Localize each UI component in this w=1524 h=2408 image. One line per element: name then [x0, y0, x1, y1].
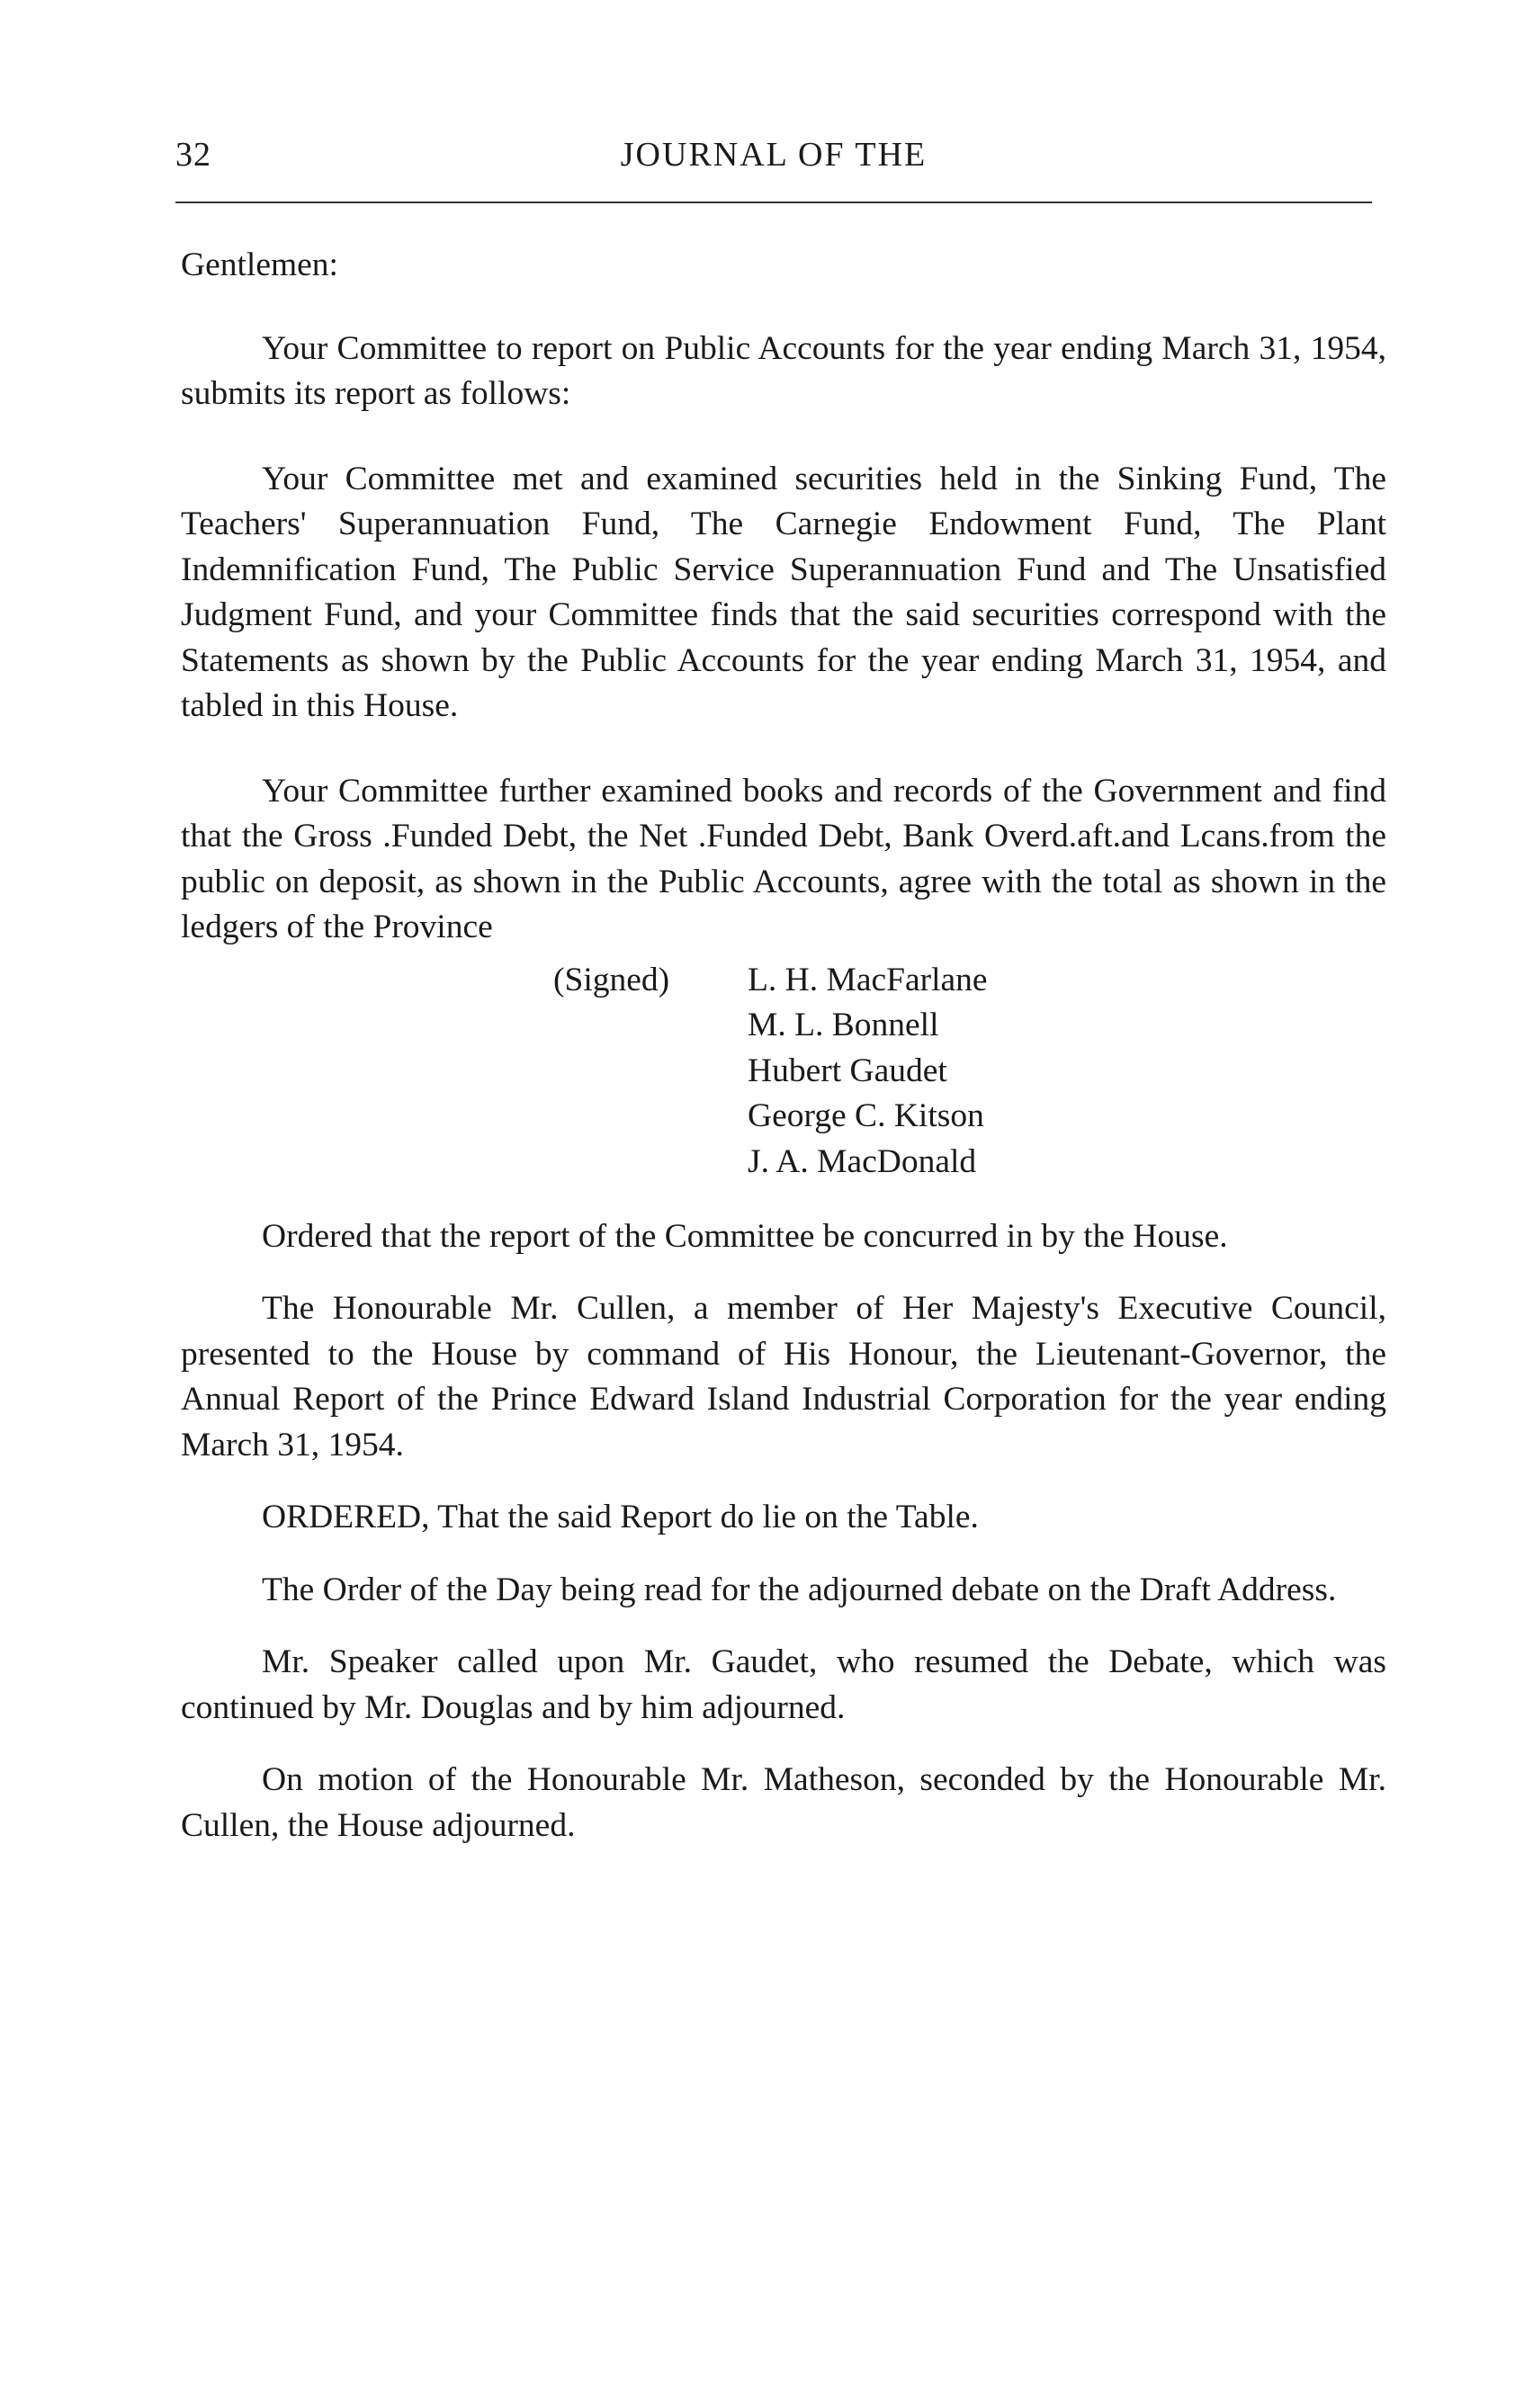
signature-block — [181, 958, 1386, 1187]
paragraph-ordered-table: ORDERED, That the said Report do lie on the Table. — [262, 1499, 979, 1535]
paragraph-speaker: Mr. Speaker called upon Mr. Gaudet, who resumed the Debate, which was continued by Mr. Douglas and by him adjourned. — [181, 1643, 1386, 1726]
paragraph-report-intro: Your Committee to report on Public Accounts for the year ending March 31, 1954, submits its report as follows: — [181, 329, 1386, 412]
signer-name: L. H. MacFarlane — [748, 961, 988, 998]
signed-label: (Signed) — [553, 961, 670, 998]
page-number: 32 — [175, 136, 211, 174]
paragraph-annual-report: The Honourable Mr. Cullen, a member of Her Majesty's Executive Council, presented to the House by command of His Honour, the Lieutenant-Governor, the Annual Report of the Prince Edward Island Industrial Corporation for the year ending March 31, 1954. — [181, 1290, 1386, 1464]
signer-name: Hubert Gaudet — [748, 1052, 947, 1089]
paragraph-adjourned: On motion of the Honourable Mr. Matheson, seconded by the Honourable Mr. Cullen, the House adjourned. — [181, 1761, 1386, 1844]
signer-list — [748, 958, 988, 1186]
journal-body — [181, 243, 1386, 1849]
running-head: JOURNAL OF THE — [620, 136, 928, 174]
signer-name: M. L. Bonnell — [748, 1007, 939, 1043]
paragraph-books-records: Your Committee further examined books and records of the Government and find that the Gross .Funded Debt, the Net .Funded Debt, Bank Overd.aft.and Lcans.from the public on deposit, as shown in the Public Accounts, agree with the total as shown in the ledgers of the Province — [181, 772, 1386, 945]
signer-name: J. A. MacDonald — [748, 1142, 977, 1180]
paragraph-securities: Your Committee met and examined securities held in the Sinking Fund, The Teachers' Superannuation Fund, The Carnegie Endowment Fund, The Plant Indemnification Fund, The Public Service Superannuation Fund and The Unsatisfied Judgment Fund, and your Committee finds that the said securities correspond with the Statements as shown by the Public Accounts for the year ending March 31, 1954, and tabled in this House. — [181, 460, 1386, 724]
page-header — [175, 135, 1372, 189]
salutation: Gentlemen: — [181, 246, 338, 283]
header-rule — [175, 201, 1372, 203]
paragraph-order-of-day: The Order of the Day being read for the adjourned debate on the Draft Address. — [262, 1571, 1337, 1608]
paragraph-ordered-concurred: Ordered that the report of the Committee be concurred in by the House. — [262, 1217, 1228, 1255]
signer-name: George C. Kitson — [748, 1097, 984, 1134]
